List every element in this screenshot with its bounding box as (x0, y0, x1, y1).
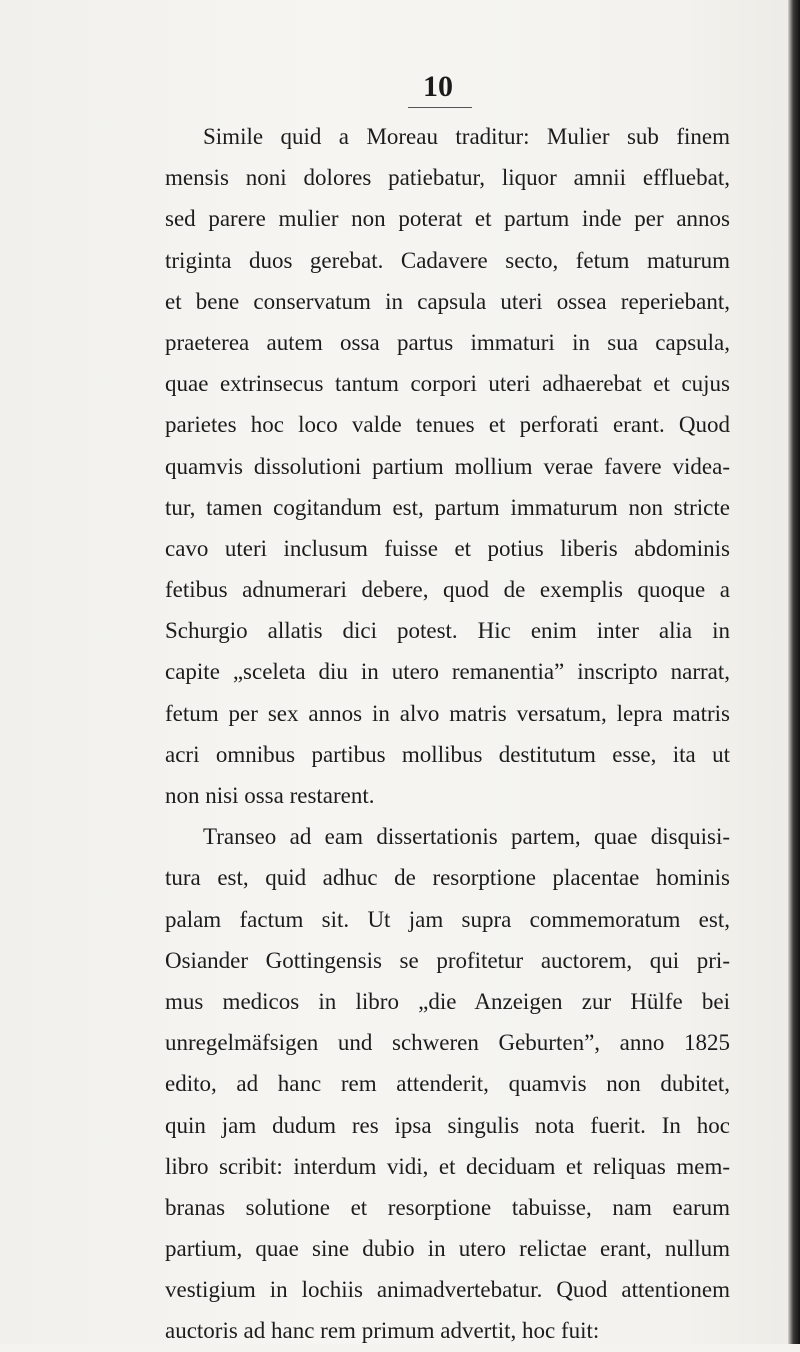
text-line: partium, quae sine dubio in utero relictae erant, nullum (165, 1236, 730, 1262)
text-line: palam factum sit. Ut jam supra commemoratum est, (165, 906, 730, 932)
text-line: et bene conservatum in capsula uteri ossea reperiebant, (165, 288, 730, 314)
text-line: acri omnibus partibus mollibus destitutum esse, ita ut (165, 741, 730, 767)
text-line: praeterea autem ossa partus immaturi in sua capsula, (165, 329, 730, 355)
text-line: fetum per sex annos in alvo matris versatum, lepra matris (165, 700, 730, 726)
text-line: quae extrinsecus tantum corpori uteri adhaerebat et cujus (165, 371, 730, 397)
text-line: non nisi ossa restarent. (165, 783, 375, 808)
text-line: auctoris ad hanc rem primum advertit, hoc fuit: (165, 1318, 600, 1344)
book-spine-edge (788, 0, 800, 1344)
text-line: mus medicos in libro „die Anzeigen zur Hülfe bei (165, 988, 730, 1014)
text-line: parietes hoc loco valde tenues et perforati erant. Quod (165, 412, 730, 438)
text-line: edito, ad hanc rem attenderit, quamvis non dubitet, (165, 1071, 730, 1097)
text-line: quamvis dissolutioni partium mollium verae favere videa- (165, 453, 730, 479)
text-line: cavo uteri inclusum fuisse et potius liberis abdominis (165, 535, 730, 561)
text-line: Transeo ad eam dissertationis partem, quae disquisi- (203, 824, 730, 850)
text-line: branas solutione et resorptione tabuisse, nam earum (165, 1194, 730, 1220)
text-line: Schurgio allatis dici potest. Hic enim inter alia in (165, 618, 730, 644)
body-text (165, 116, 730, 1352)
text-line: tur, tamen cogitandum est, partum immaturum non stricte (165, 494, 730, 520)
text-line: vestigium in lochiis animadvertebatur. Quod attentionem (165, 1277, 730, 1303)
text-line: capite „sceleta diu in utero remanentia” inscripto narrat, (165, 659, 730, 685)
text-line: mensis noni dolores patiebatur, liquor amnii effluebat, (165, 165, 730, 191)
text-line: Osiander Gottingensis se profitetur auctorem, qui pri- (165, 947, 730, 973)
text-line: quin jam dudum res ipsa singulis nota fuerit. In hoc (165, 1112, 730, 1138)
text-line: sed parere mulier non poterat et partum inde per annos (165, 206, 730, 232)
text-line: fetibus adnumerari debere, quod de exemplis quoque a (165, 577, 730, 603)
text-line: libro scribit: interdum vidi, et deciduam et reliquas mem- (165, 1153, 730, 1179)
page-number: 10 (423, 70, 453, 103)
page-number-rule (408, 107, 472, 108)
text-line: unregelmäfsigen und schweren Geburten”, anno 1825 (165, 1030, 730, 1056)
text-line: triginta duos gerebat. Cadavere secto, fetum maturum (165, 247, 730, 273)
text-line: tura est, quid adhuc de resorptione placentae hominis (165, 865, 730, 891)
text-line: Simile quid a Moreau traditur: Mulier sub finem (203, 124, 730, 149)
